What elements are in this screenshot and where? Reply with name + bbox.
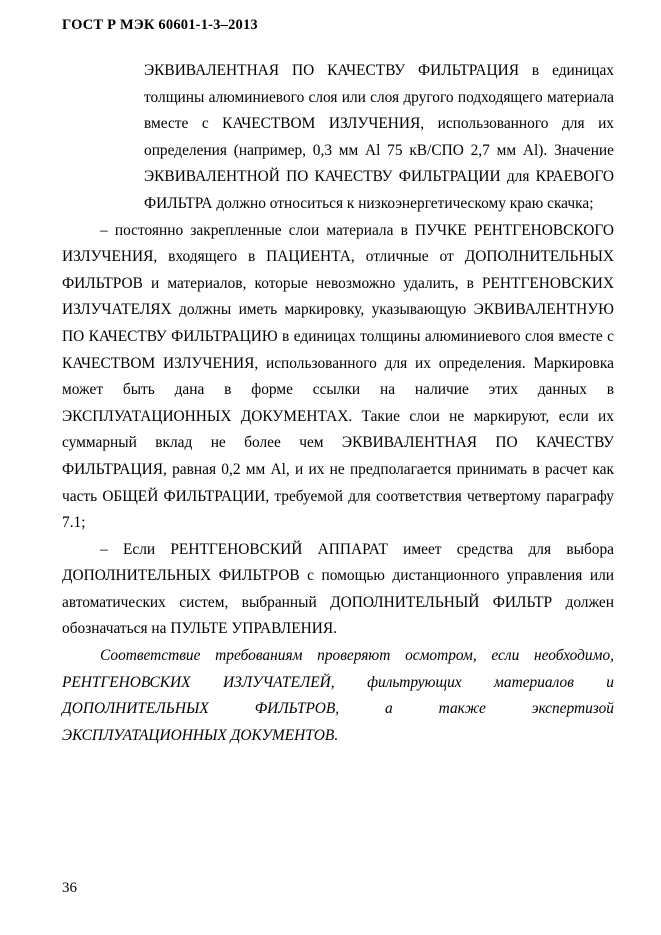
paragraph-compliance-check: Соответствие требованиям проверяют осмотром, если необходимо, РЕНТГЕНОВСКИХ ИЗЛУЧАТЕЛЕЙ, фильтрующих материалов и ДОПОЛНИТЕЛЬНЫХ ФИЛЬТРОВ, а также экспертизой ЭКСПЛУАТАЦИОННЫХ ДОКУМЕНТОВ. [62,647,614,744]
paragraph-filtration-definition: ЭКВИВАЛЕНТНАЯ ПО КАЧЕСТВУ ФИЛЬТРАЦИЯ в единицах толщины алюминиевого слоя или слоя другого подходящего материала вместе с КАЧЕСТВОМ ИЗЛУЧЕНИЯ, использованного для их определения (например, 0,3 мм Al 75 кВ/СПО 2,7 мм Al). Значение ЭКВИВАЛЕНТНОЙ ПО КАЧЕСТВУ ФИЛЬТРАЦИИ для КРАЕВОГО ФИЛЬТРА должно относиться к низкоэнергетическому краю скачка; [144,62,614,212]
paragraph-fixed-layers: – постоянно закрепленные слои материала в ПУЧКЕ РЕНТГЕНОВСКОГО ИЗЛУЧЕНИЯ, входящего в ПАЦИЕНТА, отличные от ДОПОЛНИТЕЛЬНЫХ ФИЛЬТРОВ и материалов, которые невозможно удалить, в РЕНТГЕНОВСКИХ ИЗЛУЧАТЕЛЯХ должны иметь маркировку, указывающую ЭКВИВАЛЕНТНУЮ ПО КАЧЕСТВУ ФИЛЬТРАЦИЮ в единицах толщины алюминиевого слоя вместе с КАЧЕСТВОМ ИЗЛУЧЕНИЯ, использованного для их определения. Маркировка может быть дана в форме ссылки на наличие этих данных в ЭКСПЛУАТАЦИОННЫХ ДОКУМЕНТАХ. Такие слои не маркируют, если их суммарный вклад не более чем ЭКВИВАЛЕНТНАЯ ПО КАЧЕСТВУ ФИЛЬТРАЦИЯ, равная 0,2 мм Al, и их не предполагается принимать в расчет как часть ОБЩЕЙ ФИЛЬТРАЦИИ, требуемой для соответствия четвертому параграфу 7.1; [62,221,614,532]
page-number: 36 [62,880,77,896]
document-body [62,58,614,749]
paragraph-remote-filter-selection: – Если РЕНТГЕНОВСКИЙ АППАРАТ имеет средства для выбора ДОПОЛНИТЕЛЬНЫХ ФИЛЬТРОВ с помощью дистанционного управления или автоматических систем, выбранный ДОПОЛНИТЕЛЬНЫЙ ФИЛЬТР должен обозначаться на ПУЛЬТЕ УПРАВЛЕНИЯ. [62,540,614,638]
document-header: ГОСТ Р МЭК 60601-1-3–2013 [62,17,258,33]
